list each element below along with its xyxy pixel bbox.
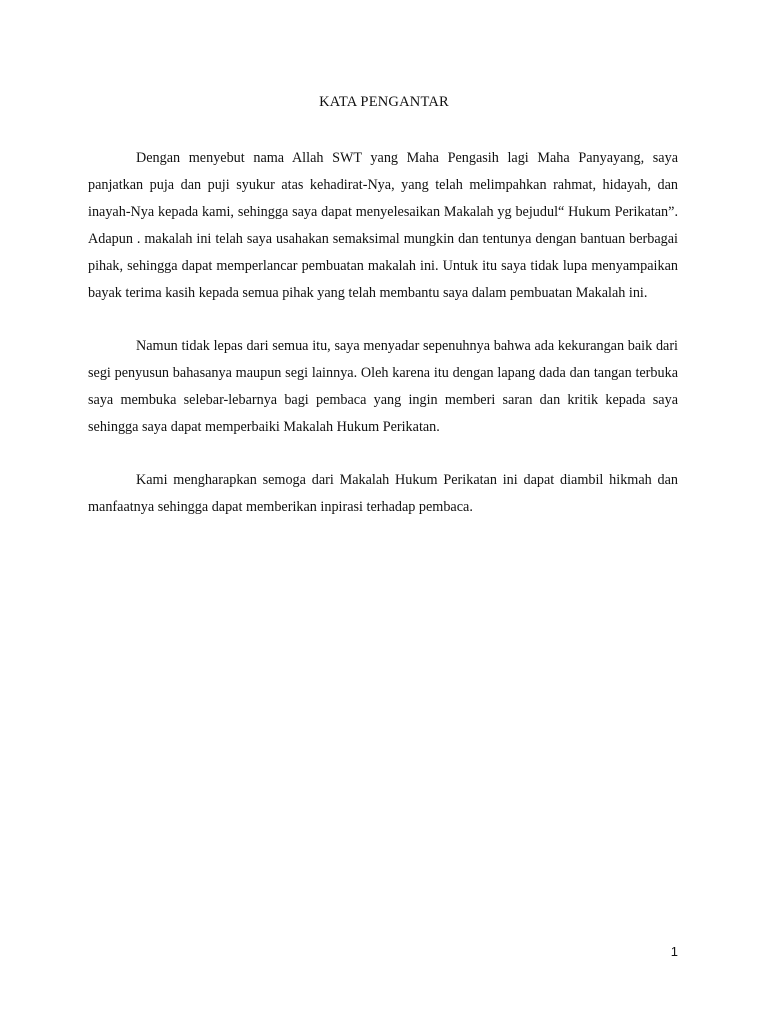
paragraph-3: Kami mengharapkan semoga dari Makalah Hukum Perikatan ini dapat diambil hikmah dan manfaatnya sehingga dapat memberikan inpirasi terhadap pembaca. [88,472,678,515]
paragraph-1: Dengan menyebut nama Allah SWT yang Maha Pengasih lagi Maha Panyayang, saya panjatkan puja dan puji syukur atas kehadirat-Nya, yang telah melimpahkan rahmat, hidayah, dan inayah-Nya kepada kami, sehingga saya dapat menyelesaikan Makalah yg bejudul“ Hukum Perikatan”. Adapun . makalah ini telah saya usahakan semaksimal mungkin dan tentunya dengan bantuan berbagai pihak, sehingga dapat memperlancar pembuatan makalah ini. Untuk itu saya tidak lupa menyampaikan bayak terima kasih kepada semua pihak yang telah membantu saya dalam pembuatan Makalah ini. [88,150,678,301]
page-title: KATA PENGANTAR [319,94,449,110]
document-body [88,145,678,547]
page-number: 1 [670,944,678,959]
paragraph-2: Namun tidak lepas dari semua itu, saya menyadar sepenuhnya bahwa ada kekurangan baik dari segi penyusun bahasanya maupun segi lainnya. Oleh karena itu dengan lapang dada dan tangan terbuka saya membuka selebar-lebarnya bagi pembaca yang ingin memberi saran dan kritik kepada saya sehingga saya dapat memperbaiki Makalah Hukum Perikatan. [88,338,678,435]
